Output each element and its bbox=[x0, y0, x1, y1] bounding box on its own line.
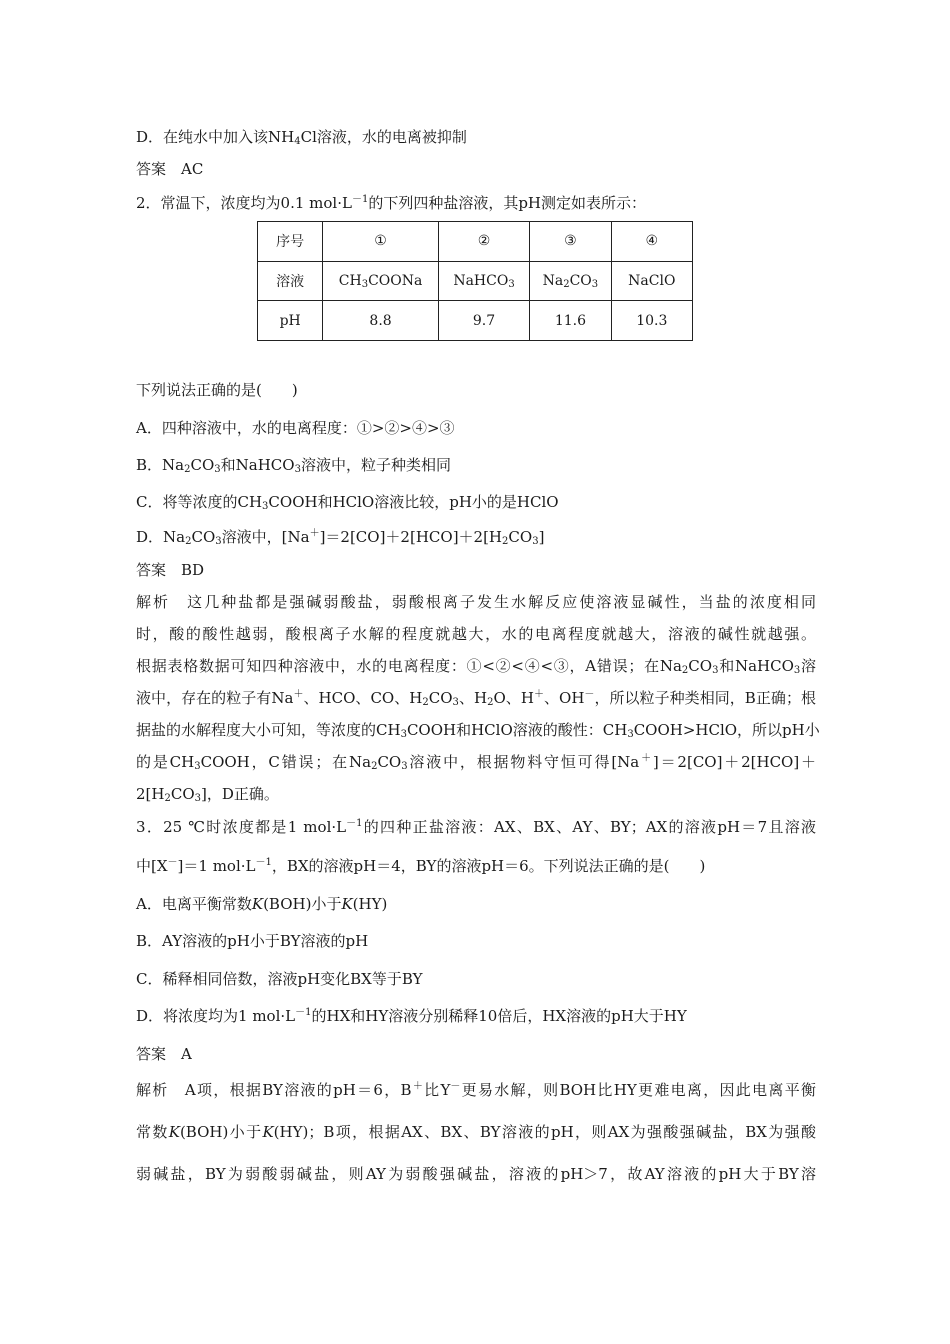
table-cell: 序号 bbox=[258, 222, 323, 262]
table-cell: 溶液 bbox=[258, 261, 323, 301]
table-cell: 11.6 bbox=[530, 301, 611, 341]
table-cell: 10.3 bbox=[611, 301, 692, 341]
table-cell: ④ bbox=[611, 222, 692, 262]
table-row bbox=[258, 301, 693, 341]
q3-analysis-line: 常数K(BOH)小于K(HY)；B项，根据AX、BX、BY溶液的pH，则AX为强酸强碱盐，BX为强酸 bbox=[136, 1123, 816, 1141]
q2-analysis-line: 据盐的水解程度大小可知，等浓度的$CH_3COOH$和HClO溶液的酸性：$CH_3COOH>HClO$，所以pH小 bbox=[136, 721, 820, 740]
table-cell: ② bbox=[438, 222, 529, 262]
q2-analysis-line: 解析 这几种盐都是强碱弱酸盐，弱酸根离子发生水解反应使溶液显碱性，当盐的浓度相同 bbox=[136, 593, 816, 611]
q3-option-b: B．AY溶液的pH小于BY溶液的pH bbox=[136, 932, 369, 950]
table-cell: ③ bbox=[530, 222, 611, 262]
q3-analysis-line: 解析 A项，根据BY溶液的pH＝6，B＋比Y－更易水解，则BOH比HY更难电离，因此电离平衡 bbox=[136, 1081, 817, 1099]
q2-analysis-line: 液中，存在的粒子有Na＋、HCO、CO、$H_2CO_3$、$H_2O$、H＋、OH－，所以粒子种类相同，B正确；根 bbox=[136, 689, 816, 708]
q2-option-b: B．$Na_2CO_3$和NaHCO$_3$溶液中，粒子种类相同 bbox=[136, 456, 451, 475]
table-cell: NaHCO$_3$ bbox=[438, 261, 529, 301]
table-cell: 9.7 bbox=[438, 301, 529, 341]
q2-option-c: C．将等浓度的$CH_3COOH$和HClO溶液比较，pH小的是HClO bbox=[136, 493, 559, 512]
table-row bbox=[258, 222, 693, 262]
table-cell: $CH_3COONa$ bbox=[323, 261, 439, 301]
q3-option-c: C．稀释相同倍数，溶液pH变化BX等于BY bbox=[136, 970, 423, 988]
q1-option-d: D．在纯水中加入该$NH_4Cl$溶液，水的电离被抑制 bbox=[136, 128, 467, 147]
q2-analysis-line: 根据表格数据可知四种溶液中，水的电离程度：①<②<④<③，A错误；在$Na_2CO_3$和NaHCO$_3$溶 bbox=[136, 657, 816, 676]
q3-stem: 3．25 ℃时浓度都是1 $mol\cdot L^{-1}$的四种正盐溶液：AX、BX、AY、BY；AX的溶液pH＝7且溶液 bbox=[136, 818, 816, 836]
q2-option-a: A．四种溶液中，水的电离程度：①>②>④>③ bbox=[136, 419, 455, 437]
q2-analysis-line: $2[H_2CO_3]$，D正确。 bbox=[136, 785, 279, 804]
table-cell: $Na_2CO_3$ bbox=[530, 261, 611, 301]
q3-option-d: D．将浓度均为1 $mol\cdot L^{-1}$的HX和HY溶液分别稀释10倍后，HX溶液的pH大于HY bbox=[136, 1007, 687, 1025]
ph-table bbox=[257, 221, 693, 341]
table-cell: ① bbox=[323, 222, 439, 262]
q3-answer: 答案 A bbox=[136, 1045, 192, 1063]
table-row bbox=[258, 261, 693, 301]
q2-question: 下列说法正确的是( ) bbox=[136, 381, 298, 399]
q2-analysis-line: 的是$CH_3COOH$，C错误；在$Na_2CO_3$溶液中，根据物料守恒可得[Na＋]＝2[CO]＋2[HCO]＋ bbox=[136, 753, 817, 772]
q3-option-a: A．电离平衡常数K(BOH)小于K(HY) bbox=[136, 895, 388, 913]
q3-analysis-line: 弱碱盐，BY为弱酸弱碱盐，则AY为弱酸强碱盐，溶液的pH＞7，故AY溶液的pH大于BY溶 bbox=[136, 1165, 816, 1183]
q2-answer: 答案 BD bbox=[136, 561, 205, 579]
table-cell: 8.8 bbox=[323, 301, 439, 341]
q2-analysis-line: 时，酸的酸性越弱，酸根离子水解的程度就越大，水的电离程度就越大，溶液的碱性就越强。 bbox=[136, 625, 816, 643]
table-cell: pH bbox=[258, 301, 323, 341]
q1-answer: 答案 AC bbox=[136, 160, 204, 178]
table-cell: NaClO bbox=[611, 261, 692, 301]
q3-stem-cont: 中[X－]＝1 $mol\cdot L^{-1}$，BX的溶液pH＝4，BY的溶液pH＝6。下列说法正确的是( ) bbox=[136, 857, 706, 875]
q2-stem: 2．常温下，浓度均为0.1 $mol\cdot L^{-1}$的下列四种盐溶液，其pH测定如表所示： bbox=[136, 194, 647, 212]
q2-option-d: D．$Na_2CO_3$溶液中，$[Na^+]=2[CO]+2[HCO]+2[H_2CO_3]$ bbox=[136, 528, 545, 547]
